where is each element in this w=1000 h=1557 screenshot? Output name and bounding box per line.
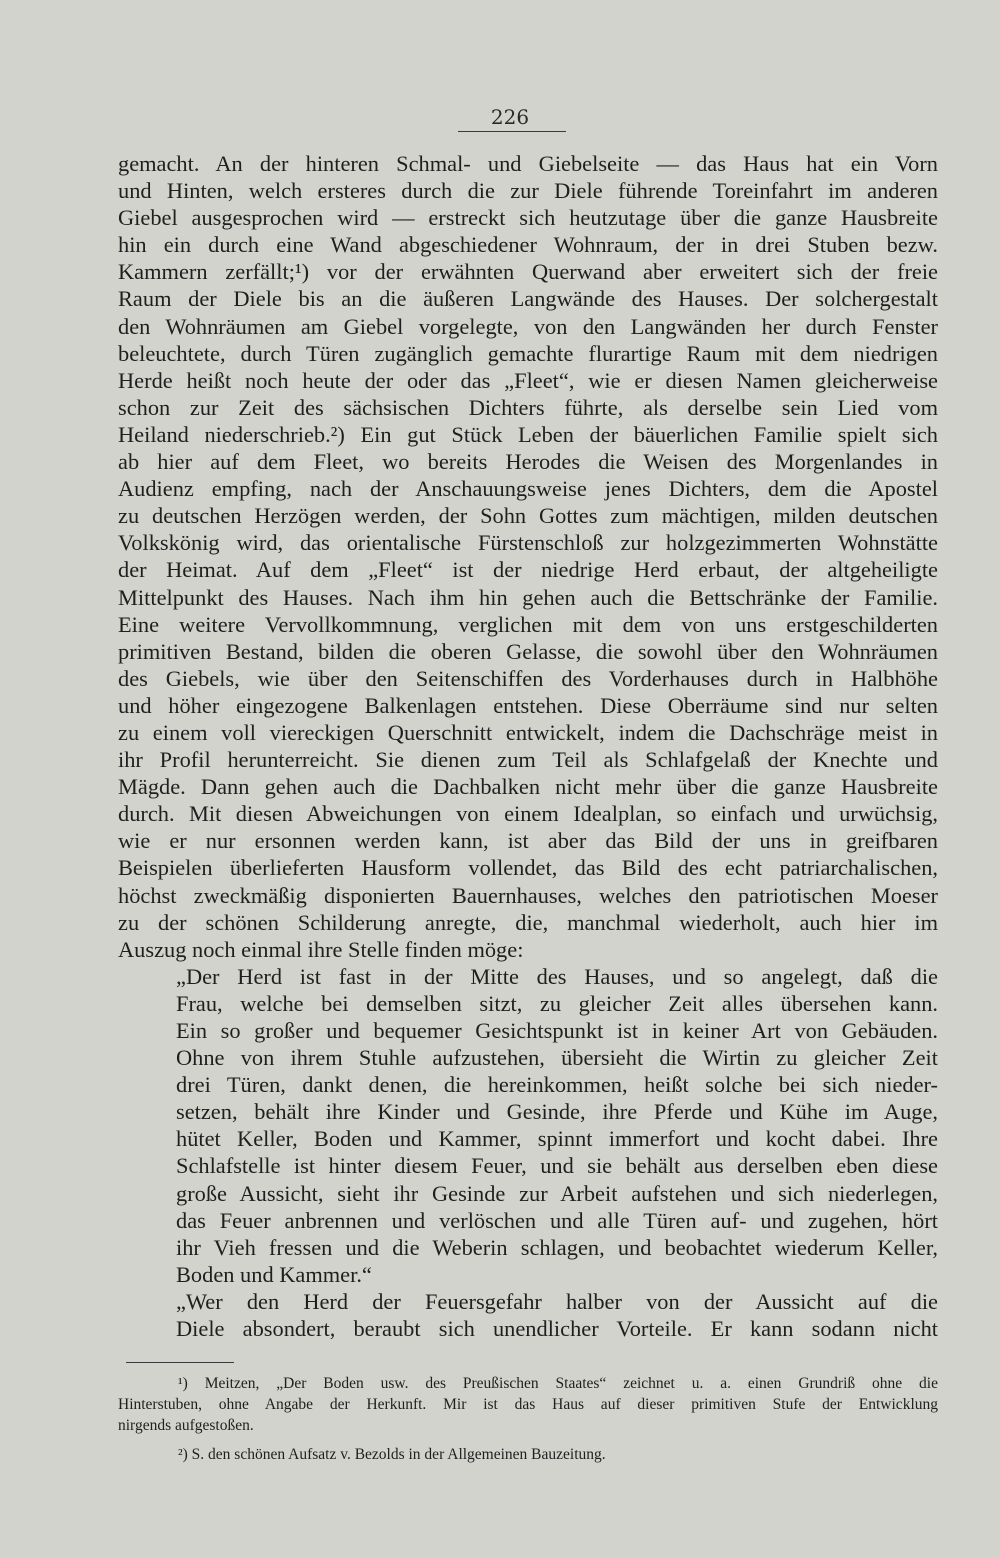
- footnote-line: ¹) Meitzen, „Der Boden usw. des Preußischen Staates“ zeichnet u. a. einen Grundriß ohne die: [178, 1375, 938, 1392]
- text-line: ab hier auf dem Fleet, wo bereits Herodes die Weisen des Morgenlandes in: [118, 449, 938, 475]
- text-line: das Feuer anbrennen und verlöschen und alle Türen auf- und zugehen, hört: [176, 1207, 938, 1233]
- text-line: den Wohnräumen am Giebel vorgelegte, von den Langwänden her durch Fenster: [118, 313, 938, 339]
- text-line: Kammern zerfällt;¹) vor der erwähnten Querwand aber erweitert sich der freie: [118, 259, 938, 285]
- footnote-separator: [126, 1362, 234, 1363]
- page-number: 226: [490, 105, 530, 129]
- text-line: Giebel ausgesprochen wird — erstreckt sich heutzutage über die ganze Hausbreite: [118, 205, 938, 231]
- text-line: gemacht. An der hinteren Schmal- und Giebelseite — das Haus hat ein Vorn: [118, 151, 938, 176]
- text-line: hütet Keller, Boden und Kammer, spinnt immerfort und kocht dabei. Ihre: [176, 1126, 938, 1152]
- text-line: durch. Mit diesen Abweichungen von einem Idealplan, so einfach und urwüchsig,: [118, 801, 938, 827]
- text-line: Diele absondert, beraubt sich unendlicher Vorteile. Er kann sodann nicht: [176, 1316, 938, 1342]
- main-text: [118, 150, 938, 1342]
- text-line: hin ein durch eine Wand abgeschiedener Wohnraum, der in drei Stuben bezw.: [118, 232, 938, 258]
- text-line: des Giebels, wie über den Seitenschiffen des Vorderhauses durch in Halbhöhe: [118, 665, 938, 691]
- text-line: Herde heißt noch heute der oder das „Fleet“, wie er diesen Namen gleicherweise: [118, 367, 938, 393]
- text-line: drei Türen, dankt denen, die hereinkommen, heißt solche bei sich nieder-: [176, 1072, 938, 1098]
- text-line: schon zur Zeit des sächsischen Dichters führte, als derselbe sein Lied vom: [118, 394, 938, 420]
- page-number-rule: [458, 131, 566, 132]
- text-line: ihr Profil herunterreicht. Sie dienen zum Teil als Schlafgelaß der Knechte und: [118, 747, 938, 773]
- footnote-line: nirgends aufgestoßen.: [118, 1417, 254, 1434]
- text-line: Volkskönig wird, das orientalische Fürstenschloß zur holzgezimmerten Wohnstätte: [118, 530, 938, 556]
- text-line: Audienz empfing, nach der Anschauungsweise jenes Dichters, dem die Apostel: [118, 476, 938, 502]
- text-line: Ohne von ihrem Stuhle aufzustehen, übersieht die Wirtin zu gleicher Zeit: [176, 1045, 938, 1071]
- text-line: der Heimat. Auf dem „Fleet“ ist der niedrige Herd erbaut, der altgeheiligte: [118, 557, 938, 583]
- text-line: „Der Herd ist fast in der Mitte des Hauses, und so angelegt, daß die: [176, 963, 938, 989]
- text-line: zu deutschen Herzögen werden, der Sohn Gottes zum mächtigen, milden deutschen: [118, 503, 938, 529]
- text-line: Schlafstelle ist hinter diesem Feuer, und sie behält aus derselben eben diese: [176, 1153, 938, 1179]
- text-line: große Aussicht, sieht ihr Gesinde zur Arbeit aufstehen und sich niederlegen,: [176, 1180, 938, 1206]
- text-line: Boden und Kammer.“: [176, 1261, 372, 1287]
- text-line: zu der schönen Schilderung anregte, die, manchmal wiederholt, auch hier im: [118, 909, 938, 935]
- text-line: Mägde. Dann gehen auch die Dachbalken nicht mehr über die ganze Hausbreite: [118, 774, 938, 800]
- text-line: höchst zweckmäßig disponierten Bauernhauses, welches den patriotischen Moeser: [118, 882, 938, 908]
- footnote-line: ²) S. den schönen Aufsatz v. Bezolds in der Allgemeinen Bauzeitung.: [178, 1446, 606, 1463]
- footnotes: [118, 1373, 938, 1465]
- text-line: setzen, behält ihre Kinder und Gesinde, ihre Pferde und Kühe im Auge,: [176, 1099, 938, 1125]
- text-line: Mittelpunkt des Hauses. Nach ihm hin gehen auch die Bettschränke der Familie.: [118, 584, 938, 610]
- text-line: und höher eingezogene Balkenlagen entstehen. Diese Oberräume sind nur selten: [118, 692, 938, 718]
- text-line: wie er nur ersonnen werden kann, ist aber das Bild der uns in greifbaren: [118, 828, 938, 854]
- text-line: Eine weitere Vervollkommnung, verglichen mit dem von uns erstgeschilderten: [118, 611, 938, 637]
- text-line: zu einem voll viereckigen Querschnitt entwickelt, indem die Dachschräge meist in: [118, 719, 938, 745]
- text-line: ihr Vieh fressen und die Weberin schlagen, und beobachtet wiederum Keller,: [176, 1234, 938, 1260]
- text-line: beleuchtete, durch Türen zugänglich gemachte flurartige Raum mit dem niedrigen: [118, 340, 938, 366]
- text-line: primitiven Bestand, bilden die oberen Gelasse, die sowohl über den Wohnräumen: [118, 638, 938, 664]
- text-line: „Wer den Herd der Feuersgefahr halber von der Aussicht auf die: [176, 1288, 938, 1314]
- text-line: Beispielen überlieferten Hausform vollendet, das Bild des echt patriarchalischen,: [118, 855, 938, 881]
- text-line: Heiland niederschrieb.²) Ein gut Stück Leben der bäuerlichen Familie spielt sich: [118, 421, 938, 447]
- text-line: Auszug noch einmal ihre Stelle finden möge:: [118, 936, 524, 962]
- text-line: Frau, welche bei demselben sitzt, zu gleicher Zeit alles übersehen kann.: [176, 990, 938, 1016]
- text-line: Raum der Diele bis an die äußeren Langwände des Hauses. Der solchergestalt: [118, 286, 938, 312]
- text-line: und Hinten, welch ersteres durch die zur Diele führende Toreinfahrt im anderen: [118, 178, 938, 204]
- text-line: Ein so großer und bequemer Gesichtspunkt ist in keiner Art von Gebäuden.: [176, 1018, 938, 1043]
- footnote-line: Hinterstuben, ohne Angabe der Herkunft. Mir ist das Haus auf dieser primitiven Stufe der Entwicklung: [118, 1396, 938, 1413]
